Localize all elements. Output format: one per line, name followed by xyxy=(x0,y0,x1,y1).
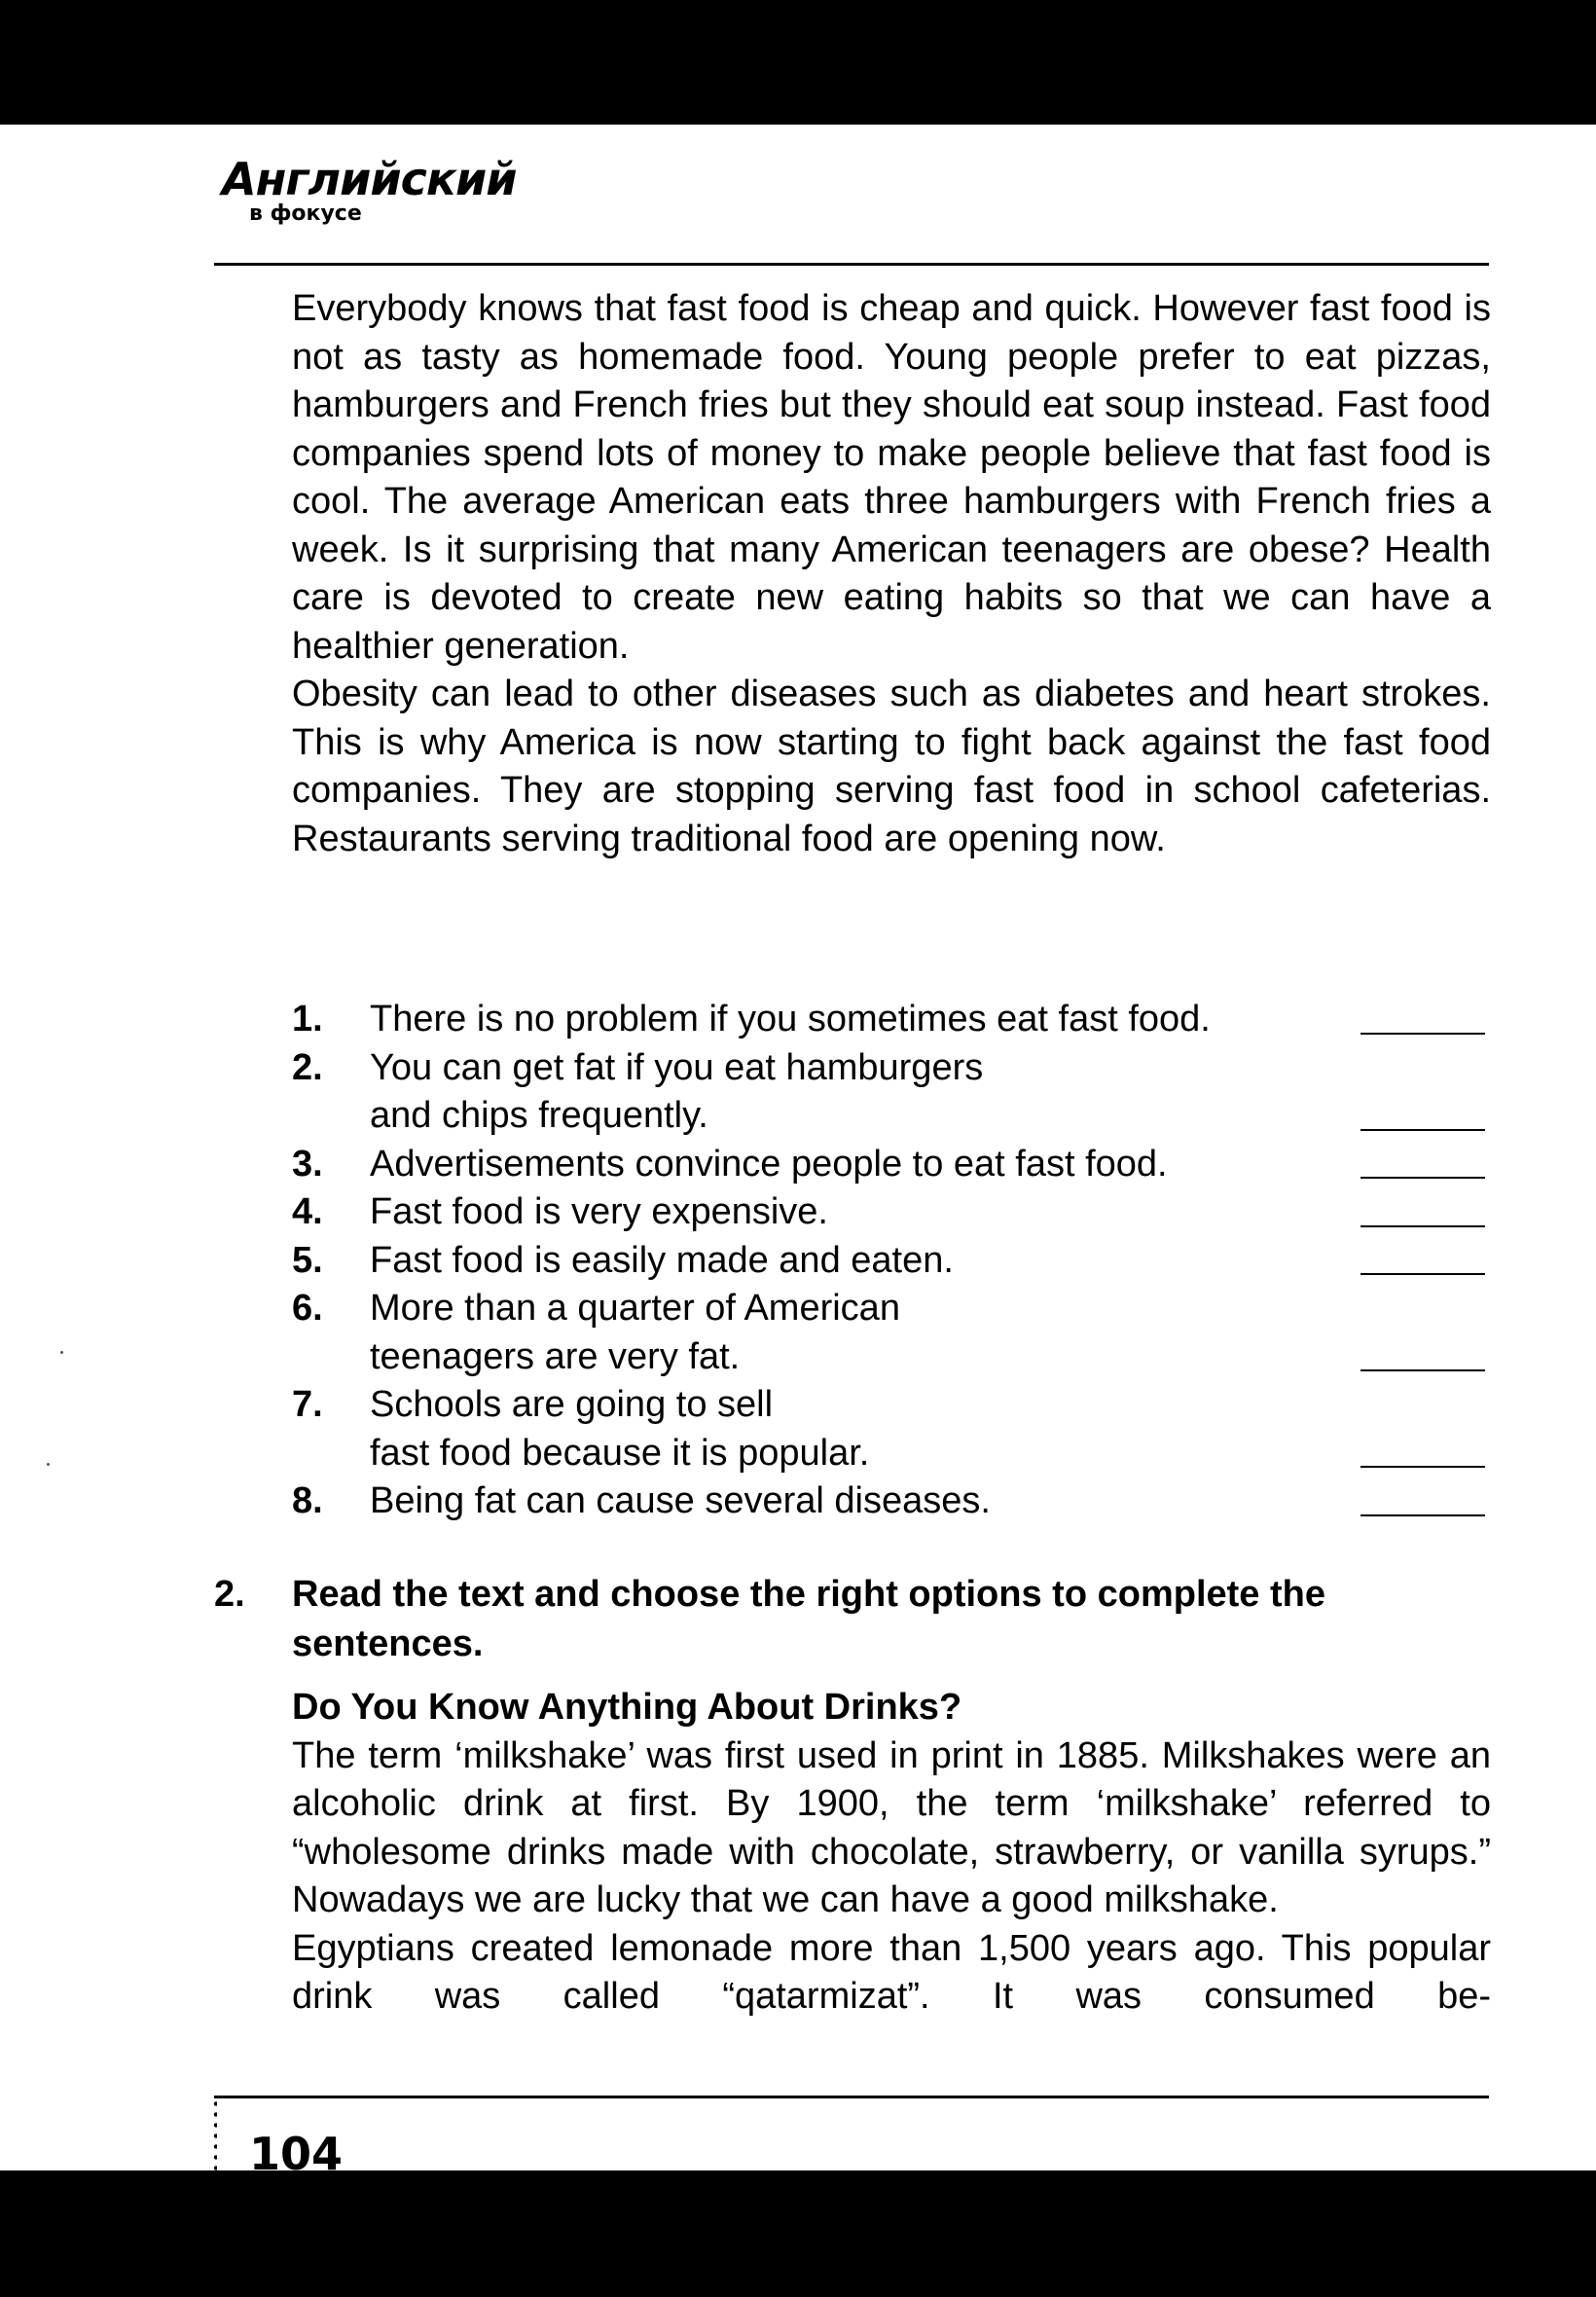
statement-number: 4. xyxy=(292,1191,323,1232)
statement-number: 7. xyxy=(292,1384,323,1425)
passage-paragraph: Everybody knows that fast food is cheap and quick. However fast food is not as tasty as homemade food. Young people prefer to eat pizzas, hamburgers and French fries but they should eat soup instead. Fast food companies spend lots of money to make people believe that fast food is cool. The average American eats three hamburgers with French fries a week. Is it surprising that many American teenagers are obese? Health care is devoted to create new eating habits so that we can have a healthier generation. xyxy=(292,288,1491,667)
statement-line: Advertisements convince people to eat fast food. xyxy=(370,1143,1168,1185)
task-instruction: Read the text and choose the right options to complete the sentences. xyxy=(292,1574,1325,1664)
passage-paragraph: Egyptians created lemonade more than 1,500 years ago. This popular drink was called “qatarmizat”. It was consumed be- xyxy=(292,1927,1491,2017)
statement-item xyxy=(292,996,1491,1044)
statement-line: Schools are going to sell xyxy=(370,1384,774,1425)
statement-text xyxy=(370,1285,1343,1381)
task-2 xyxy=(214,1570,1491,1669)
series-logo xyxy=(222,153,517,226)
statement-number: 1. xyxy=(292,999,323,1039)
statement-item xyxy=(292,1285,1491,1381)
passage-fast-food xyxy=(292,285,1491,863)
logo-subtitle: в фокусе xyxy=(249,201,362,226)
statement-item xyxy=(292,1237,1491,1286)
statement-line: teenagers are very fat. xyxy=(370,1335,741,1377)
statement-line: Fast food is very expensive. xyxy=(370,1191,828,1232)
statement-number: 2. xyxy=(292,1046,323,1088)
footer-dotted-line xyxy=(213,2098,217,2270)
statement-line: More than a quarter of American xyxy=(370,1288,900,1329)
statement-text xyxy=(370,1141,1343,1189)
answer-blank[interactable] xyxy=(1360,1273,1485,1275)
statement-line: Being fat can cause several diseases. xyxy=(370,1480,991,1521)
task-number: 2. xyxy=(214,1574,245,1615)
answer-blank[interactable] xyxy=(1360,1129,1485,1131)
statement-text xyxy=(370,996,1343,1044)
statement-line: You can get fat if you eat hamburgers xyxy=(370,1046,984,1088)
true-false-statements xyxy=(292,996,1491,1526)
statement-text xyxy=(370,1237,1343,1286)
answer-blank[interactable] xyxy=(1360,1177,1485,1179)
page-number: 104 xyxy=(249,2128,344,2180)
answer-blank[interactable] xyxy=(1360,1033,1485,1035)
statement-text xyxy=(370,1188,1343,1237)
answer-blank[interactable] xyxy=(1360,1514,1485,1516)
footer-rule xyxy=(214,2096,1489,2098)
logo-title: Английский xyxy=(222,153,517,205)
statement-item xyxy=(292,1188,1491,1237)
answer-blank[interactable] xyxy=(1360,1225,1485,1227)
statement-line: Fast food is easily made and eaten. xyxy=(370,1239,954,1281)
scan-speck xyxy=(60,1351,63,1354)
statement-number: 6. xyxy=(292,1288,323,1329)
statement-text xyxy=(370,1477,1343,1526)
statement-item xyxy=(292,1381,1491,1477)
passage-title: Do You Know Anything About Drinks? xyxy=(292,1687,962,1728)
answer-blank[interactable] xyxy=(1360,1466,1485,1468)
header-rule xyxy=(214,263,1489,266)
statement-line: There is no problem if you sometimes eat fast food. xyxy=(370,999,1211,1039)
statement-item xyxy=(292,1044,1491,1141)
passage-drinks xyxy=(292,1684,1491,2022)
passage-paragraph-2: Obesity can lead to other diseases such as diabetes and heart strokes. This is why America is now starting to fight back against the fast food companies. They are stopping serving fast food in school cafeterias. Restaurants serving traditional food are opening now. xyxy=(292,674,1491,859)
statement-item xyxy=(292,1477,1491,1526)
passage-paragraph: The term ‘milkshake’ was first used in print in 1885. Milkshakes were an alcoholic drink at first. By 1900, the term ‘milkshake’ referred to “wholesome drinks made with chocolate, strawberry, or vanilla syrups.” Nowadays we are lucky that we can have a good milkshake. xyxy=(292,1734,1491,1920)
statement-item xyxy=(292,1141,1491,1189)
book-page xyxy=(0,125,1596,2180)
statement-line: fast food because it is popular. xyxy=(370,1432,870,1474)
statement-text xyxy=(370,1044,1343,1141)
statement-number: 8. xyxy=(292,1480,323,1521)
answer-blank[interactable] xyxy=(1360,1369,1485,1371)
statement-line: and chips frequently. xyxy=(370,1095,708,1136)
scan-speck xyxy=(47,1463,50,1466)
statement-number: 5. xyxy=(292,1239,323,1281)
statement-number: 3. xyxy=(292,1143,323,1185)
statement-text xyxy=(370,1381,1343,1477)
